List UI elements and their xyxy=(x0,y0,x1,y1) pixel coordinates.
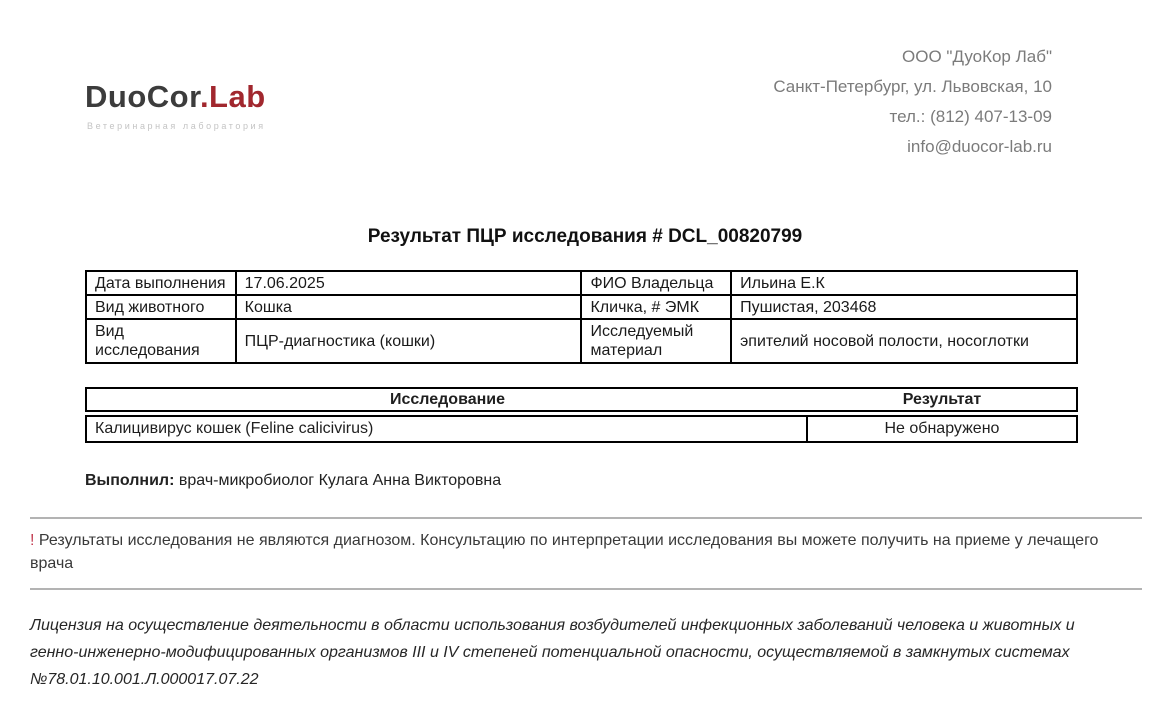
info-label: ФИО Владельца xyxy=(581,271,731,295)
logo-primary-text: DuoCor xyxy=(85,79,200,114)
document-header xyxy=(0,0,1170,162)
results-header-result: Результат xyxy=(902,390,982,408)
performed-by-label: Выполнил: xyxy=(85,472,175,489)
logo-wordmark xyxy=(85,80,266,114)
table-row xyxy=(86,295,1077,319)
disclaimer-body: Результаты исследования не являются диагнозом. Консультацию по интерпретации исследования вы можете получить на приеме у лечащего врача xyxy=(30,532,1099,572)
info-value: 17.06.2025 xyxy=(236,271,582,295)
info-value: Пушистая, 203468 xyxy=(731,295,1077,319)
info-label: Кличка, # ЭМК xyxy=(581,295,731,319)
info-value: эпителий носовой полости, носоглотки xyxy=(731,319,1077,363)
license-text: Лицензия на осуществление деятельности в области использования возбудителей инфекционных заболеваний человека и животных и генно-инженерно-модифицированных организмов III и IV степеней потенциальной опасности, осуществляемой в замкнутых системах №78.01.10.001.Л.000017.07.22 xyxy=(30,617,1075,688)
company-address: Санкт-Петербург, ул. Львовская, 10 xyxy=(773,77,1052,96)
logo-accent-text: .Lab xyxy=(199,79,266,114)
info-label: Вид животного xyxy=(86,295,236,319)
info-label: Исследуемый материал xyxy=(581,319,731,363)
company-phone: тел.: (812) 407-13-09 xyxy=(889,107,1052,126)
table-row xyxy=(86,319,1077,363)
divider-bottom xyxy=(30,588,1142,590)
divider-top xyxy=(30,517,1142,519)
company-info-block xyxy=(773,42,1052,162)
result-value: Не обнаружено xyxy=(884,420,1000,437)
results-header-test: Исследование xyxy=(389,390,505,408)
info-table xyxy=(85,270,1078,364)
disclaimer-text xyxy=(30,529,1140,575)
company-logo xyxy=(85,80,266,131)
performed-by-line xyxy=(85,472,1170,490)
info-value: Ильина Е.К xyxy=(731,271,1077,295)
results-table-header xyxy=(85,387,1078,412)
logo-tagline: Ветеринарная лаборатория xyxy=(87,121,266,132)
info-value: ПЦР-диагностика (кошки) xyxy=(236,319,582,363)
result-test-name: Калицивирус кошек (Feline calicivirus) xyxy=(87,417,808,441)
company-name: ООО "ДуоКор Лаб" xyxy=(902,47,1052,66)
info-value: Кошка xyxy=(236,295,582,319)
info-label: Дата выполнения xyxy=(86,271,236,295)
performed-by-value: врач-микробиолог Кулага Анна Викторовна xyxy=(178,472,502,489)
company-email: info@duocor-lab.ru xyxy=(907,137,1052,156)
warning-exclamation-mark: ! xyxy=(30,532,35,549)
results-table-row xyxy=(85,415,1078,443)
table-row xyxy=(86,271,1077,295)
info-label: Вид исследования xyxy=(86,319,236,363)
page-title: Результат ПЦР исследования # DCL_00820799 xyxy=(367,226,803,247)
